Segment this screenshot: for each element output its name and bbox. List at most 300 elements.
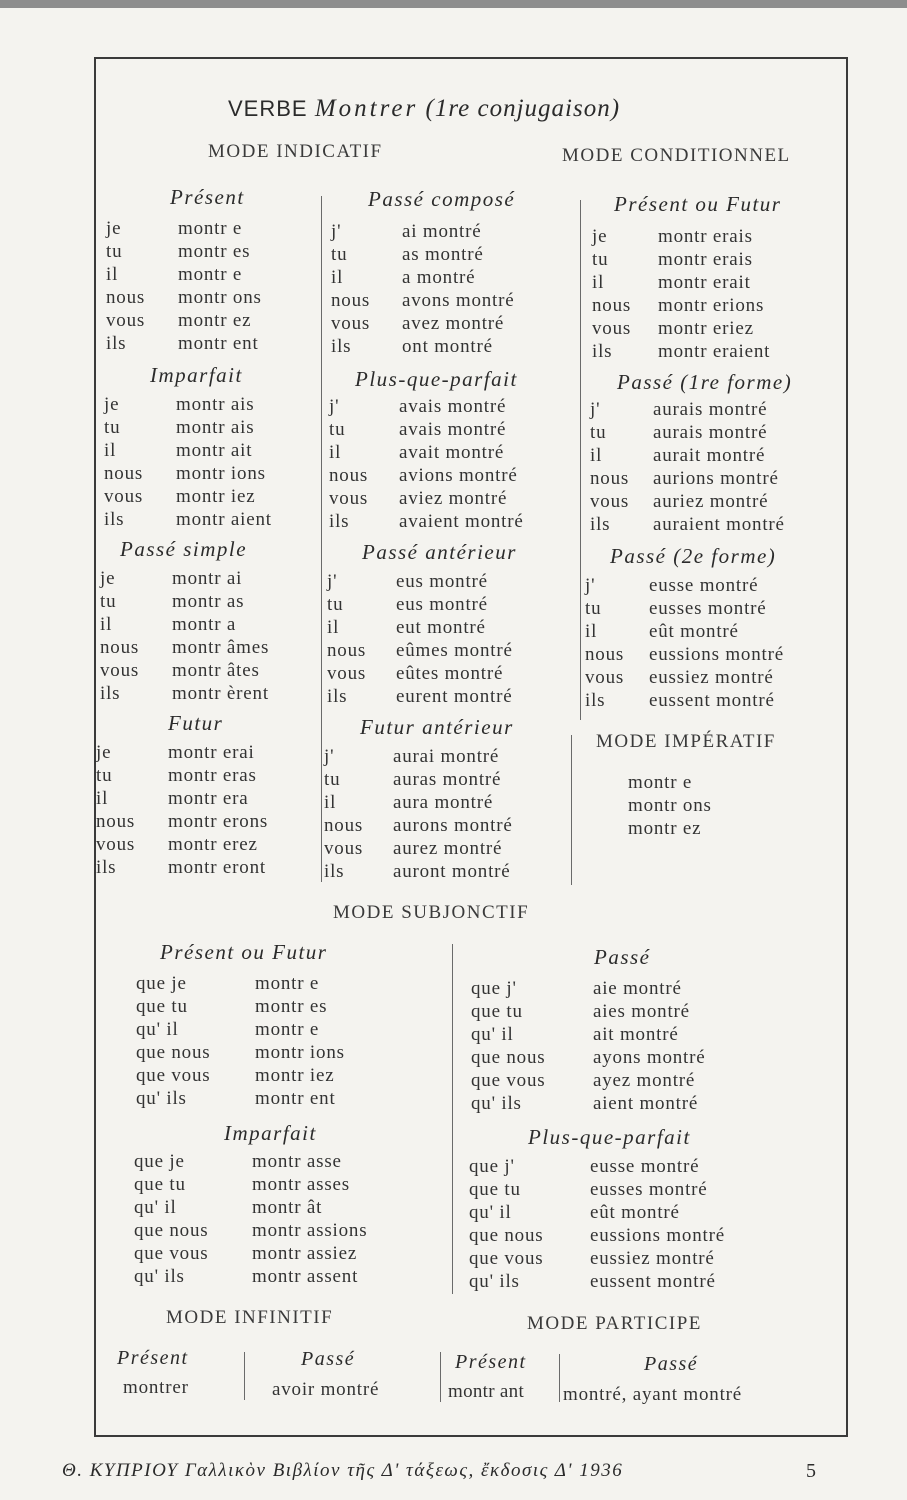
pronoun: tu [590,422,607,443]
conj-indicatif-present [106,217,262,355]
page-number: 5 [806,1460,816,1482]
conjugation-row [96,833,268,856]
mode-infinitif-heading: MODE INFINITIF [166,1307,334,1328]
pronoun: vous [104,486,144,507]
conjugation-row [324,768,513,791]
pronoun: il [592,272,605,293]
pronoun: j' [331,221,342,242]
conj-subjonctif-plus-que-parfait [469,1155,725,1293]
pronoun: que j' [469,1156,515,1177]
conjugation-row [104,462,272,485]
conjugation-row [96,856,268,879]
verb-form: eusses montré [649,598,767,619]
conjugation-row [471,1000,706,1023]
conjugation-row [324,860,513,883]
pronoun: qu' il [469,1202,512,1223]
conjugation-row [327,616,513,639]
conjugation-row [471,1023,706,1046]
pronoun: vous [327,663,367,684]
verb-form: montr ez [178,310,252,331]
verb-form: montr erions [658,295,765,316]
conjugation-row [136,1041,345,1064]
verb-form: montr ait [176,440,253,461]
pronoun: que vous [471,1070,546,1091]
verb-form: as montré [402,244,484,265]
pronoun: ils [96,857,117,878]
conjugation-row [592,340,770,363]
tense-title-cond-passe1: Passé (1re forme) [617,370,793,394]
pronoun: vous [329,488,369,509]
pronoun: il [327,617,340,638]
infinitif-passe-label: Passé [301,1348,356,1370]
verb-form: montr erais [658,249,753,270]
verb-form: montr e [255,1019,320,1040]
pronoun: qu' ils [136,1088,187,1109]
conjugation-row [134,1265,367,1288]
tense-title-present: Présent [170,185,245,209]
pronoun: j' [590,399,601,420]
pronoun: que nous [136,1042,211,1063]
conjugation-row [327,685,513,708]
verb-form: montr eriez [658,318,754,339]
conj-indicatif-passe-simple [100,567,269,705]
verb-form: montr erait [658,272,751,293]
conjugation-row [590,513,785,536]
pronoun: il [590,445,603,466]
pronoun: je [106,218,122,239]
conjugation-row [592,248,770,271]
footer-citation: Θ. ΚΥΠΡΙΟΥ Γαλλικὸν Βιβλίον τῆς Δ' τάξεως, ἔκδοσις Δ' 1936 [62,1460,624,1481]
conjugation-row [327,662,513,685]
conjugation-row [471,1046,706,1069]
conjugation-row [324,745,513,768]
verb-form: eussent montré [649,690,775,711]
pronoun: nous [96,811,136,832]
verb-form: montr era [168,788,249,809]
pronoun: qu' ils [471,1093,522,1114]
conj-conditionnel-present [592,225,770,363]
column-divider [440,1352,441,1402]
conjugation-row [590,490,785,513]
conj-imperatif [628,771,712,840]
pronoun: que j' [471,978,517,999]
pronoun: nous [331,290,371,311]
conjugation-row [329,395,524,418]
conjugation-row [106,240,262,263]
pronoun: nous [329,465,369,486]
scan-top-edge [0,0,907,8]
verb-form: eus montré [396,594,488,615]
verb-form: eussions montré [590,1225,725,1246]
imperative-form: montr ons [628,795,712,816]
verb-form: montr eras [168,765,257,786]
conjugation-row [106,217,262,240]
mode-conditionnel-heading: MODE CONDITIONNEL [562,145,791,166]
conjugation-row [469,1155,725,1178]
conjugation-row [100,590,269,613]
verb-form: eut montré [396,617,486,638]
verb-form: montr aient [176,509,272,530]
verb-form: montr es [255,996,328,1017]
conjugation-row [590,421,785,444]
pronoun: qu' il [136,1019,179,1040]
mode-indicatif-heading: MODE INDICATIF [208,141,383,162]
verb-form: montr erez [168,834,258,855]
participe-present-label: Présent [455,1351,527,1373]
pronoun: nous [592,295,632,316]
pronoun: que tu [134,1174,186,1195]
conj-subjonctif-passe [471,977,706,1115]
conjugation-row [469,1178,725,1201]
conjugation-row [592,225,770,248]
column-divider [321,196,322,882]
pronoun: j' [585,575,596,596]
verb-form: aurais montré [653,399,768,420]
conj-subjonctif-present [136,972,345,1110]
conjugation-row [96,764,268,787]
conjugation-row [104,485,272,508]
mode-participe-heading: MODE PARTICIPE [527,1313,702,1334]
conjugation-row [100,682,269,705]
pronoun: vous [106,310,146,331]
verb-form: montr assent [252,1266,359,1287]
verb-form: montr ent [255,1088,336,1109]
verb-form: montr eraient [658,341,771,362]
conjugation-row [96,810,268,833]
conjugation-row [136,1018,345,1041]
verb-form: montr ât [252,1197,323,1218]
verb-form: avons montré [402,290,515,311]
pronoun: tu [585,598,602,619]
column-divider [244,1352,245,1400]
pronoun: vous [96,834,136,855]
pronoun: tu [96,765,113,786]
pronoun: que je [134,1151,185,1172]
verb-form: aurions montré [653,468,779,489]
verb-form: eût montré [649,621,739,642]
pronoun: je [100,568,116,589]
pronoun: tu [327,594,344,615]
conjugation-row [96,787,268,810]
pronoun: j' [327,571,338,592]
conjugation-row [329,441,524,464]
conjugation-row [104,439,272,462]
pronoun: que tu [471,1001,523,1022]
verb-form: montr ent [178,333,259,354]
verb-form: aient montré [593,1093,699,1114]
title-conjugaison: (1re conjugaison) [425,95,621,122]
conjugation-row [327,639,513,662]
pronoun: tu [100,591,117,612]
conjugation-row [134,1150,367,1173]
pronoun: vous [331,313,371,334]
participe-present: montr ant [448,1381,525,1402]
pronoun: ils [331,336,352,357]
verb-form: montr e [255,973,320,994]
conj-indicatif-passe-compose [331,220,515,358]
verb-form: avaient montré [399,511,524,532]
verb-form: auras montré [393,769,502,790]
conj-subjonctif-imparfait [134,1150,367,1288]
verb-form: montr iez [255,1065,335,1086]
column-divider [452,944,453,1294]
conjugation-row [327,570,513,593]
pronoun: nous [100,637,140,658]
tense-title-futur-anterieur: Futur antérieur [360,715,514,739]
verb-form: aies montré [593,1001,690,1022]
pronoun: ils [324,861,345,882]
verb-form: aura montré [393,792,494,813]
conjugation-row [327,593,513,616]
pronoun: que tu [469,1179,521,1200]
pronoun: il [104,440,117,461]
pronoun: il [329,442,342,463]
conjugation-row [324,814,513,837]
verb-form: aurai montré [393,746,500,767]
tense-title-subj-plus-que-parfait: Plus-que-parfait [528,1125,691,1149]
verb-form: montr iez [176,486,256,507]
imperative-form: montr ez [628,818,702,839]
mode-subjonctif-heading: MODE SUBJONCTIF [333,902,530,923]
conjugation-row [104,508,272,531]
conjugation-row [104,393,272,416]
participe-passe-label: Passé [644,1353,699,1375]
verb-form: ayez montré [593,1070,696,1091]
conjugation-row [471,1092,706,1115]
verb-form: montr asses [252,1174,350,1195]
conjugation-row [329,464,524,487]
pronoun: que nous [469,1225,544,1246]
verb-form: montr assiez [252,1243,358,1264]
verb-form: montr ais [176,394,255,415]
pronoun: nous [590,468,630,489]
pronoun: il [585,621,598,642]
conj-indicatif-passe-anterieur [327,570,513,708]
conjugation-row [100,659,269,682]
pronoun: vous [592,318,632,339]
conjugation-row [136,995,345,1018]
verb-form: montr erais [658,226,753,247]
conjugation-row [585,666,784,689]
verb-form: avait montré [399,442,505,463]
conjugation-row [331,220,515,243]
verb-form: eus montré [396,571,488,592]
conjugation-row [585,574,784,597]
verb-form: eusse montré [649,575,759,596]
conjugation-row [104,416,272,439]
verb-form: eût montré [590,1202,680,1223]
pronoun: nous [106,287,146,308]
conj-indicatif-futur-anterieur [324,745,513,883]
pronoun: ils [585,690,606,711]
pronoun: qu' il [471,1024,514,1045]
pronoun: que vous [136,1065,211,1086]
conj-indicatif-plus-que-parfait [329,395,524,533]
verb-form: montr erons [168,811,269,832]
verb-form: eussent montré [590,1271,716,1292]
tense-title-passe-simple: Passé simple [120,537,248,561]
verb-form: eussiez montré [649,667,774,688]
verb-form: eusse montré [590,1156,700,1177]
verb-form: eussiez montré [590,1248,715,1269]
column-divider [559,1354,560,1402]
conjugation-row [331,289,515,312]
verb-form: aurons montré [393,815,513,836]
verb-form: montr e [178,218,243,239]
verb-form: montr asse [252,1151,342,1172]
tense-title-futur: Futur [168,711,224,735]
verb-form: montr âtes [172,660,260,681]
pronoun: qu' ils [469,1271,520,1292]
verb-form: eussions montré [649,644,784,665]
pronoun: vous [324,838,364,859]
verb-form: eusses montré [590,1179,708,1200]
conjugation-row [590,467,785,490]
conj-indicatif-imparfait [104,393,272,531]
verb-form: montr ions [176,463,266,484]
tense-title-cond-present: Présent ou Futur [614,192,782,216]
tense-title-passe-compose: Passé composé [368,187,516,211]
tense-title-imparfait: Imparfait [150,363,243,387]
pronoun: ils [100,683,121,704]
infinitif-passe: avoir montré [272,1379,380,1400]
conjugation-row [136,1087,345,1110]
conjugation-row [96,741,268,764]
tense-title-cond-passe2: Passé (2e forme) [610,544,777,568]
pronoun: tu [329,419,346,440]
conjugation-row [592,317,770,340]
conjugation-row [100,613,269,636]
conjugation-row [592,271,770,294]
conjugation-row [585,597,784,620]
conjugation-row [329,487,524,510]
conjugation-row [590,444,785,467]
conjugation-row [329,510,524,533]
conjugation-row [471,1069,706,1092]
verb-form: avais montré [399,419,507,440]
conjugation-row [331,335,515,358]
pronoun: je [104,394,120,415]
conjugation-row [469,1224,725,1247]
pronoun: il [96,788,109,809]
verb-form: auriez montré [653,491,769,512]
verb-form: montr ions [255,1042,345,1063]
verb-form: montr es [178,241,251,262]
verb-form: montr e [178,264,243,285]
verb-form: montr âmes [172,637,270,658]
pronoun: ils [104,509,125,530]
imperative-form: montr e [628,772,693,793]
verb-form: montr eront [168,857,266,878]
conjugation-row [331,312,515,335]
tense-title-subj-present: Présent ou Futur [160,940,328,964]
conj-conditionnel-passe2 [585,574,784,712]
verb-form: eûtes montré [396,663,504,684]
verb-form: aurait montré [653,445,766,466]
pronoun: tu [104,417,121,438]
mode-imperatif-heading: MODE IMPÉRATIF [596,731,776,752]
conjugation-row [136,972,345,995]
pronoun: tu [592,249,609,270]
pronoun: ils [106,333,127,354]
conjugation-row [585,689,784,712]
conjugation-row [134,1242,367,1265]
verb-form: ont montré [402,336,493,357]
verb-form: montr as [172,591,245,612]
conjugation-row [106,263,262,286]
pronoun: que tu [136,996,188,1017]
conjugation-row [134,1196,367,1219]
pronoun: nous [585,644,625,665]
pronoun: ils [327,686,348,707]
pronoun: j' [329,396,340,417]
verb-form: avez montré [402,313,505,334]
conjugation-row [106,332,262,355]
tense-title-subj-imparfait: Imparfait [224,1121,317,1145]
conjugation-row [331,243,515,266]
conjugation-row [590,398,785,421]
verb-form: ait montré [593,1024,679,1045]
conjugation-row [324,791,513,814]
pronoun: il [324,792,337,813]
pronoun: qu' il [134,1197,177,1218]
conjugation-row [331,266,515,289]
conjugation-row [100,567,269,590]
conj-conditionnel-passe1 [590,398,785,536]
participe-passe: montré, ayant montré [563,1384,743,1405]
title-verbe: VERBE [228,96,308,121]
conjugation-row [324,837,513,860]
verb-form: a montré [402,267,476,288]
pronoun: que je [136,973,187,994]
pronoun: vous [585,667,625,688]
pronoun: il [106,264,119,285]
conjugation-row [469,1201,725,1224]
conjugation-row [585,620,784,643]
verb-form: aie montré [593,978,682,999]
verb-form: auront montré [393,861,511,882]
pronoun: je [96,742,112,763]
verb-form: ayons montré [593,1047,706,1068]
verb-form: montr èrent [172,683,269,704]
verb-form: avais montré [399,396,507,417]
verb-form: auraient montré [653,514,785,535]
conjugation-row [136,1064,345,1087]
conjugation-row [134,1173,367,1196]
pronoun: tu [106,241,123,262]
verb-form: montr ai [172,568,243,589]
pronoun: il [100,614,113,635]
conjugation-row [469,1247,725,1270]
conjugation-row [592,294,770,317]
pronoun: ils [590,514,611,535]
pronoun: il [331,267,344,288]
verb-form: aviez montré [399,488,508,509]
pronoun: que nous [471,1047,546,1068]
verb-form: avions montré [399,465,518,486]
conjugation-row [471,977,706,1000]
pronoun: tu [331,244,348,265]
verb-form: montr assions [252,1220,368,1241]
pronoun: vous [590,491,630,512]
pronoun: je [592,226,608,247]
pronoun: j' [324,746,335,767]
infinitif-present-label: Présent [117,1347,189,1369]
pronoun: que vous [469,1248,544,1269]
pronoun: ils [329,511,350,532]
verb-form: aurais montré [653,422,768,443]
conjugation-row [329,418,524,441]
